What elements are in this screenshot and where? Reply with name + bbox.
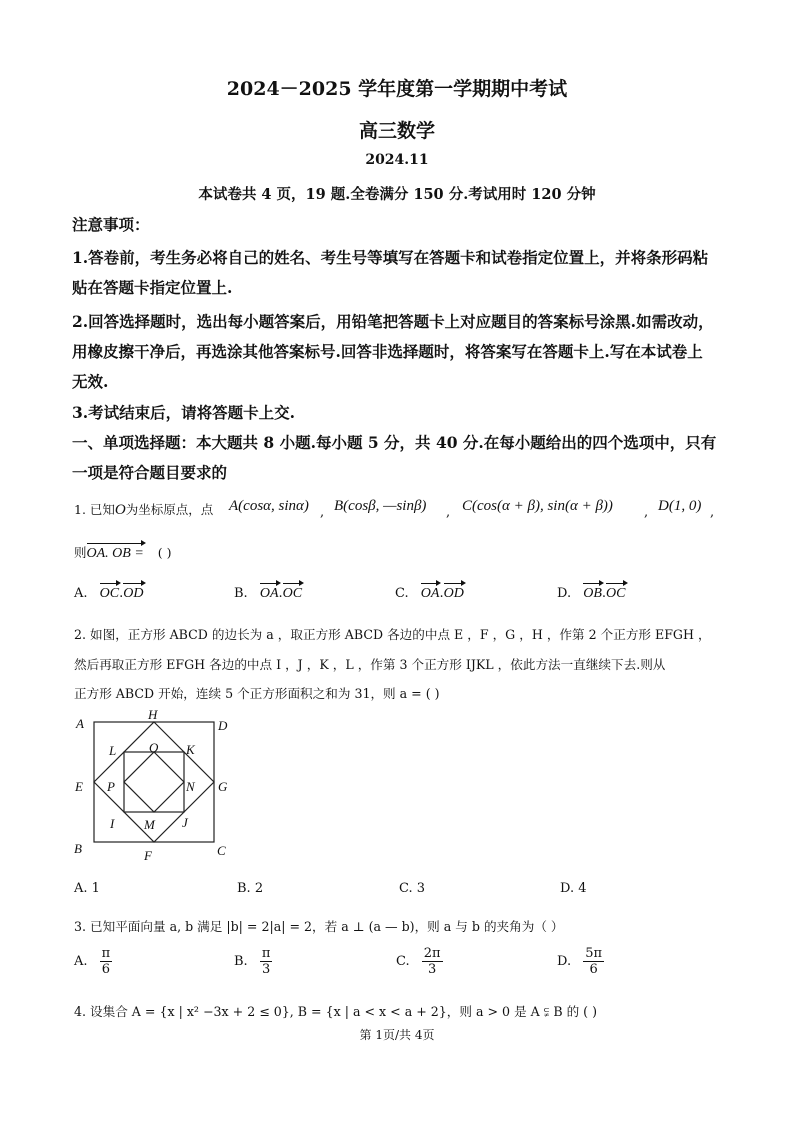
q1-option-b[interactable]: B. OA.OC xyxy=(234,586,303,601)
label-n: N xyxy=(186,779,195,794)
notice-heading: 注意事项： xyxy=(72,215,150,234)
notice-item-2-line-2: 用橡皮擦干净后，再选涂其他答案标号.回答非选择题时，将答案写在答题卡上.写在本试卷上 xyxy=(72,342,703,361)
q3-option-a[interactable] xyxy=(74,946,112,977)
q1-option-c[interactable]: C. OA.OD xyxy=(395,586,464,601)
q3-option-d[interactable] xyxy=(557,946,604,977)
section-1-line-1: 一、单项选择题：本大题共 8 小题.每小题 5 分，共 40 分.在每小题给出的四个选项中，只有 xyxy=(72,433,717,452)
q1-line2-expr: OA. OB = xyxy=(86,546,144,561)
q3-stem: 3. 已知平面向量 a, b 满足 |b| = 2|a| = 2，若 a ⊥ (a — b)，则 a 与 b 的夹角为（ ） xyxy=(74,919,564,934)
q2-option-b[interactable]: B. 2 xyxy=(237,881,264,896)
q2-line-3: 正方形 ABCD 开始，连续 5 个正方形面积之和为 31，则 a = ( ) xyxy=(74,686,440,701)
label-b: B xyxy=(74,841,82,856)
notice-item-2-line-3: 无效. xyxy=(72,372,109,391)
vector: OC xyxy=(606,586,626,601)
label-c: C xyxy=(217,843,226,858)
option-letter: B. xyxy=(234,954,248,969)
square-mnop xyxy=(124,752,184,812)
option-letter: D. xyxy=(557,586,572,601)
denominator: 3 xyxy=(428,962,437,977)
q1-option-a[interactable]: A. OC.OD xyxy=(74,586,144,601)
fraction xyxy=(260,946,273,977)
vector: OA xyxy=(259,586,279,601)
option-letter: A. xyxy=(74,954,88,969)
q2-line-1: 2. 如图，正方形 ABCD 的边长为 a ，取正方形 ABCD 各边的中点 E ，F ，G ，H ，作第 2 个正方形 EFGH ， xyxy=(74,627,711,642)
label-i: I xyxy=(110,816,115,831)
numerator: 5π xyxy=(585,946,603,961)
label-g: G xyxy=(218,779,228,794)
q1-point-c: C(cos(α + β), sin(α + β)) xyxy=(462,498,613,514)
label-d: D xyxy=(218,718,228,733)
fraction xyxy=(100,946,113,977)
exam-info: 本试卷共 4 页，19 题.全卷满分 150 分.考试用时 120 分钟 xyxy=(198,186,596,203)
notice-item-1-line-1: 1.答卷前，考生务必将自己的姓名、考生号等填写在答题卡和试卷指定位置上，并将条形码粘 xyxy=(72,248,709,267)
label-p: P xyxy=(107,779,115,794)
vector: OA xyxy=(420,586,440,601)
q1-option-d[interactable]: D. OB.OC xyxy=(557,586,626,601)
q1-point-d: D(1, 0) xyxy=(658,498,702,514)
page-footer: 第 1页/共 4页 xyxy=(359,1028,435,1042)
section-1-line-2: 一项是符合题目要求的 xyxy=(72,463,228,482)
q1-origin: O xyxy=(114,502,126,518)
q1-question-line xyxy=(74,543,172,562)
notice-item-2-line-1: 2.回答选择题时，选出每小题答案后，用铅笔把答题卡上对应题目的答案标号涂黑.如需改动， xyxy=(72,312,714,331)
square-ijkl xyxy=(124,752,184,812)
label-k: K xyxy=(186,742,195,757)
denominator: 6 xyxy=(101,962,111,977)
vector: OD xyxy=(443,586,464,601)
label-a: A xyxy=(76,716,84,731)
notice-item-3: 3.考试结束后，请将答题卡上交. xyxy=(72,403,296,422)
exam-date: 2024.11 xyxy=(365,152,429,168)
q2-option-d[interactable]: D. 4 xyxy=(560,881,587,896)
fraction xyxy=(422,946,443,977)
option-letter: B. xyxy=(234,586,248,601)
exam-subtitle: 高三数学 xyxy=(358,120,435,142)
fraction xyxy=(583,946,604,977)
notice-item-1-line-2: 贴在答题卡指定位置上. xyxy=(72,278,233,297)
label-o: O xyxy=(149,740,159,755)
vector: OC xyxy=(99,586,120,601)
numerator: π xyxy=(101,946,111,961)
option-letter: C. xyxy=(396,954,410,969)
nested-squares-figure xyxy=(70,708,240,868)
numerator: 2π xyxy=(423,946,441,961)
q2-line-2: 然后再取正方形 EFGH 各边的中点 I ，J ，K ，L ，作第 3 个正方形 IJKL ，依此方法一直继续下去.则从 xyxy=(74,657,666,672)
option-letter: D. xyxy=(557,954,572,969)
q1-point-b: B(cosβ, —sinβ) xyxy=(334,498,427,514)
q1-stem xyxy=(74,500,213,519)
denominator: 6 xyxy=(589,962,598,977)
q1-point-a: A(cosα, sinα) xyxy=(229,498,309,514)
label-j: J xyxy=(182,815,188,830)
numerator: π xyxy=(261,946,271,961)
denominator: 3 xyxy=(261,962,271,977)
label-h: H xyxy=(148,708,158,722)
option-letter: C. xyxy=(395,586,409,601)
q2-option-a[interactable]: A. 1 xyxy=(74,881,100,896)
option-letter: A. xyxy=(74,586,88,601)
label-l: L xyxy=(109,743,117,758)
q1-prefix: 1. 已知 xyxy=(74,502,115,517)
q1-paren: ( ) xyxy=(157,545,172,560)
vector: OC xyxy=(282,586,303,601)
label-m: M xyxy=(144,817,155,832)
q4-stem: 4. 设集合 A = {x | x² −3x + 2 ≤ 0}, B = {x | a < x < a + 2}，则 a > 0 是 A ⫋ B 的 ( ) xyxy=(74,1004,597,1019)
vector: OD xyxy=(123,586,144,601)
label-e: E xyxy=(75,779,83,794)
q3-option-c[interactable] xyxy=(396,946,443,977)
q2-option-c[interactable]: C. 3 xyxy=(399,881,426,896)
exam-title: 2024－2025 学年度第一学期期中考试 xyxy=(226,78,568,100)
q1-mid: 为坐标原点，点 xyxy=(125,502,214,517)
label-f: F xyxy=(144,848,152,863)
q3-option-b[interactable] xyxy=(234,946,272,977)
vector: OB xyxy=(583,586,602,601)
q1-line2-prefix: 则 xyxy=(74,545,87,560)
